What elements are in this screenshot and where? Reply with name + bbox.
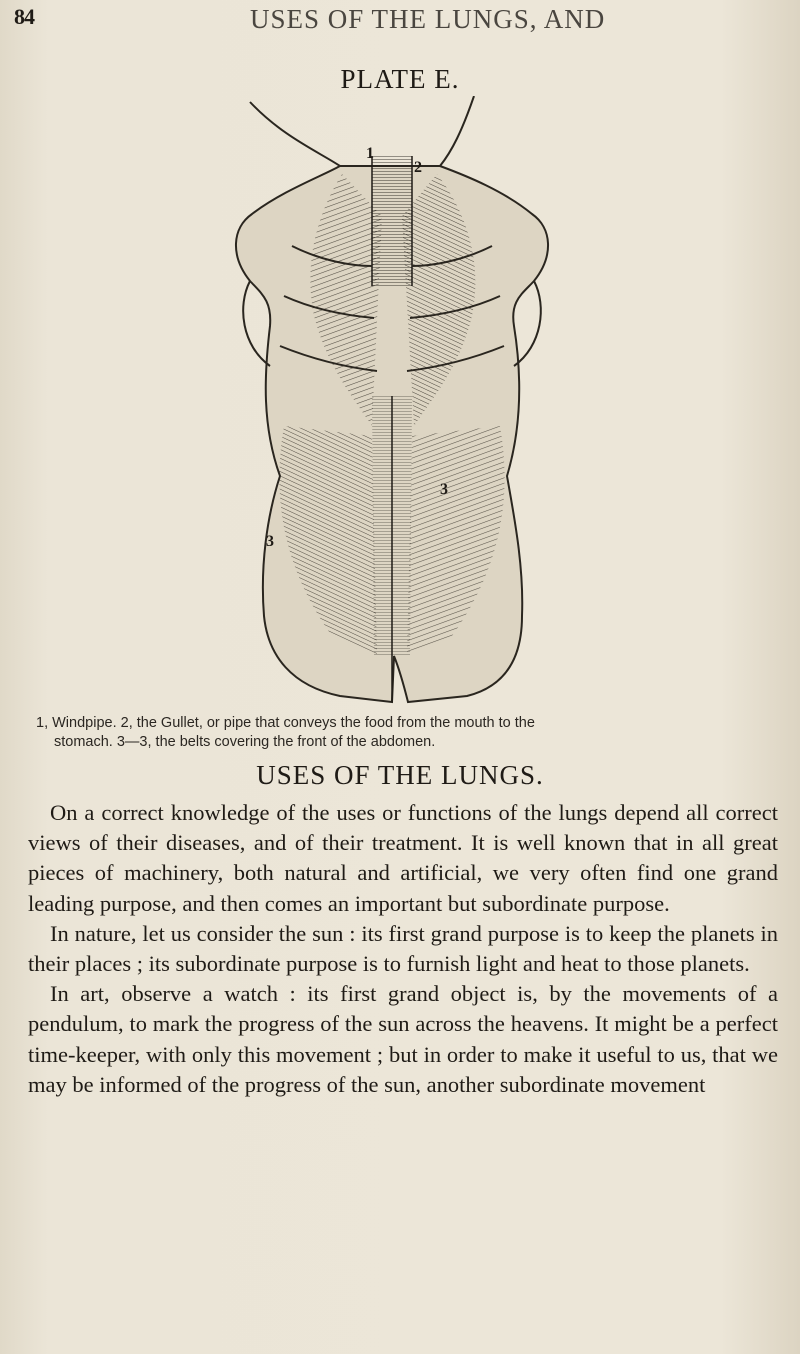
section-heading: USES OF THE LUNGS. [256, 760, 544, 790]
paragraph: In art, observe a watch : its first grand object is, by the movements of a pendulum, to mark the progress of the sun across the heavens. It might be a perfect time-keeper, with only this movement ; but in order to make it useful to us, that we may be informed of the progress of the sun, another subordinate movement [28, 981, 778, 1097]
page-number: 84 [14, 4, 34, 29]
body-text [28, 798, 778, 1100]
figure-label-3-right: 3 [440, 481, 448, 498]
figure-label-2: 2 [414, 159, 422, 176]
plate-title: PLATE E. [340, 64, 460, 94]
figure-label-3-left: 3 [266, 533, 274, 550]
paragraph: On a correct knowledge of the uses or functions of the lungs depend all correct views of their diseases, and of their treatment. It is well known that in all great pieces of machinery, both natural and artificial, we very often find one grand leading purpose, and then comes an important but subordinate purpose. [28, 800, 778, 916]
caption-line-2: stomach. 3—3, the belts covering the front of the abdomen. [54, 734, 436, 750]
running-head: USES OF THE LUNGS, AND [250, 4, 606, 34]
figure-label-1: 1 [366, 145, 374, 162]
caption-line-1: 1, Windpipe. 2, the Gullet, or pipe that conveys the food from the mouth to the [36, 715, 535, 731]
figure-caption [36, 714, 776, 752]
anatomical-illustration [222, 96, 572, 708]
paragraph: In nature, let us consider the sun : its first grand purpose is to keep the planets in their places ; its subordinate purpose is to furnish light and heat to those planets. [28, 920, 778, 977]
